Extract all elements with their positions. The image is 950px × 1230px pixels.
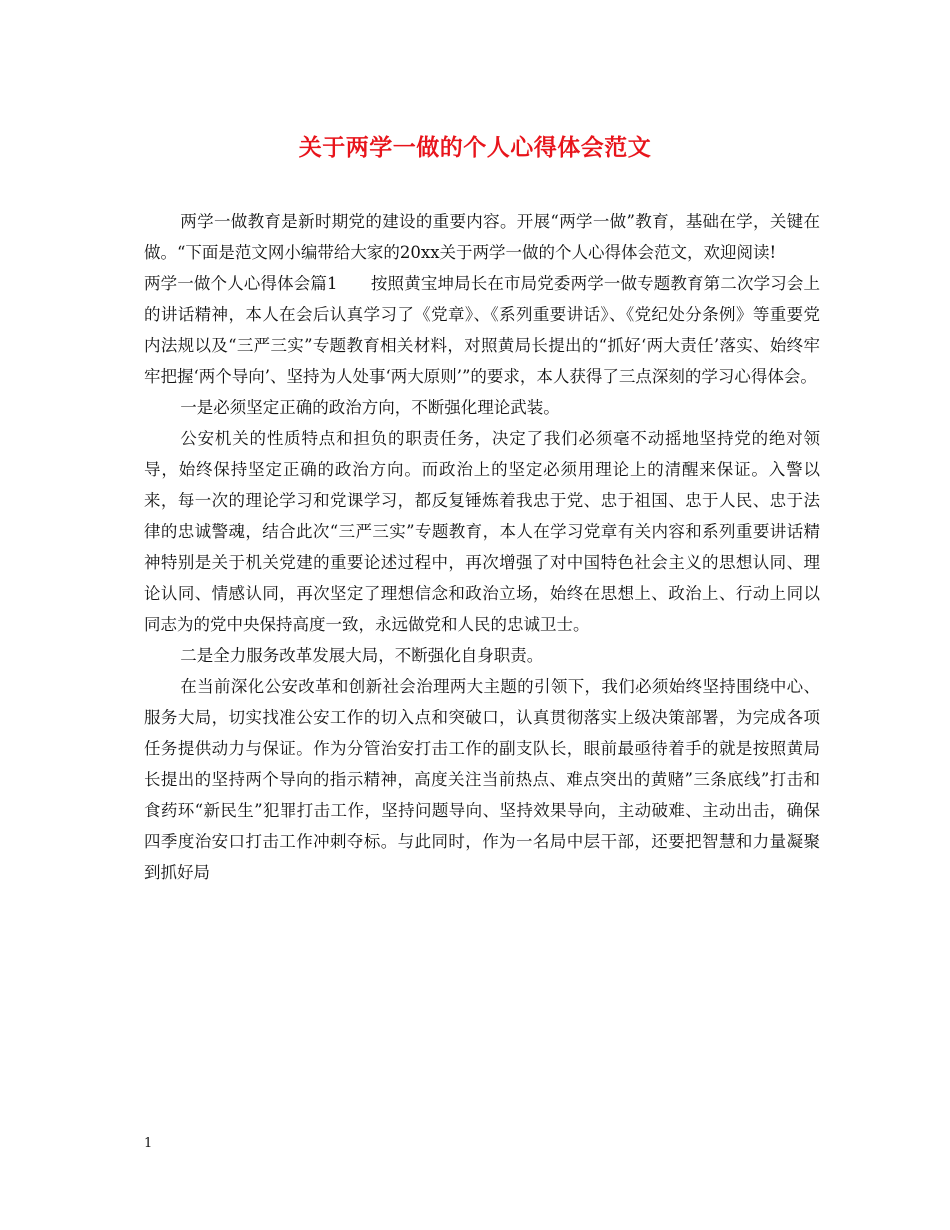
document-body — [144, 206, 820, 888]
page-number: 1 — [144, 1136, 153, 1151]
paragraph-point-2-body: 在当前深化公安改革和创新社会治理两大主题的引领下，我们必须始终坚持围绕中心、服务大局，切实找准公安工作的切入点和突破口，认真贯彻落实上级决策部署，为完成各项任务提供动力与保证。作为分管治安打击工作的副支队长，眼前最亟待着手的就是按照黄局长提出的坚持两个导向的指示精神，高度关注当前热点、难点突出的黄赌”三条底线”打击和食药环“新民生”犯罪打击工作，坚持问题导向、坚持效果导向，主动破难、主动出击，确保四季度治安口打击工作冲刺夺标。与此同时，作为一名局中层干部，还要把智慧和力量凝聚到抓好局 — [144, 677, 820, 882]
paragraph-intro: 两学一做教育是新时期党的建设的重要内容。开展“两学一做”教育，基础在学，关键在做。“下面是范文网小编带给大家的20xx关于两学一做的个人心得体会范文，欢迎阅读! — [144, 212, 820, 262]
paragraph-section-1: 两学一做个人心得体会篇1 按照黄宝坤局长在市局党委两学一做专题教育第二次学习会上的讲话精神，本人在会后认真学习了《党章》、《系列重要讲话》、《党纪处分条例》等重要党内法规以及“三严三实”专题教育相关材料，对照黄局长提出的“抓好‘两大责任’落实、始终牢牢把握‘两个导向’、坚持为人处事‘两大原则’”的要求，本人获得了三点深刻的学习心得体会。 — [144, 274, 820, 386]
document-title: 关于两学一做的个人心得体会范文 — [298, 134, 652, 161]
paragraph-point-1-heading: 一是必须坚定正确的政治方向，不断强化理论武装。 — [180, 398, 560, 417]
paragraph-point-1-body: 公安机关的性质特点和担负的职责任务，决定了我们必须毫不动摇地坚持党的绝对领导，始终保持坚定正确的政治方向。而政治上的坚定必须用理论上的清醒来保证。入警以来，每一次的理论学习和党课学习，都反复锤炼着我忠于党、忠于祖国、忠于人民、忠于法律的忠诚警魂，结合此次“三严三实”专题教育，本人在学习党章有关内容和系列重要讲话精神特别是关于机关党建的重要论述过程中，再次增强了对中国特色社会主义的思想认同、理论认同、情感认同，再次坚定了理想信念和政治立场，始终在思想上、政治上、行动上同以同志为的党中央保持高度一致，永远做党和人民的忠诚卫士。 — [144, 429, 820, 634]
paragraph-point-2-heading: 二是全力服务改革发展大局，不断强化自身职责。 — [180, 646, 544, 665]
